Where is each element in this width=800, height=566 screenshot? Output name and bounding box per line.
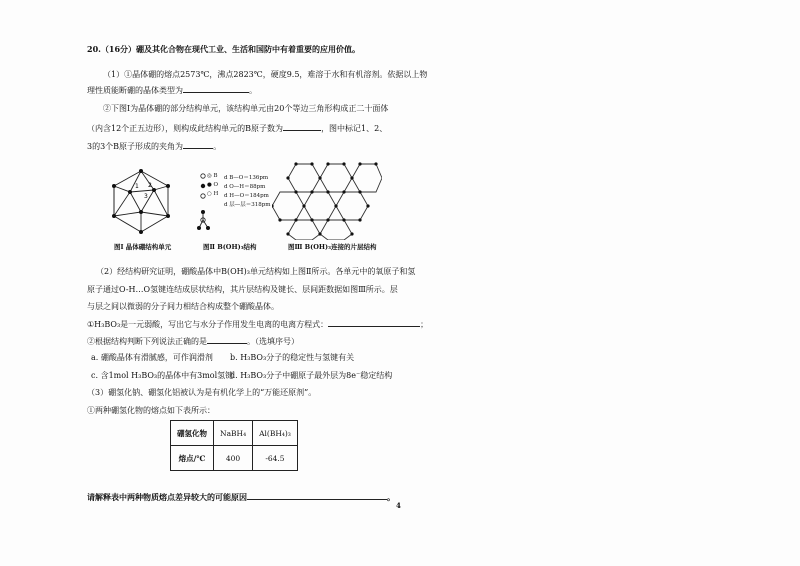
answer-blank-angle[interactable]: [183, 140, 213, 149]
figure-2-legend: [207, 172, 218, 199]
part3-line3: 与层之间以微弱的分子间力相结合构成整个硼酸晶体。: [87, 302, 279, 311]
legend-boron: ◎ B: [207, 173, 218, 179]
table-header-cell: Al(BH₄)₃: [253, 421, 298, 446]
part2-line3: 3的3个B原子形成的夹角为 。: [87, 142, 222, 151]
answer-blank-reason[interactable]: [247, 491, 387, 500]
question-h3bo3-ionization: ①H₃BO₃是一元弱酸，写出它与水分子作用发生电离的电离方程式： ；: [87, 320, 429, 329]
figure-boh3-layer-network: [272, 156, 382, 240]
part3-line2: 原子通过O-H…O氢键连结成层状结构，其片层结构及键长、层间距数据如图Ⅲ所示。层: [87, 285, 398, 294]
question-choose: ②根据结构判断下列说法正确的是 。（选填序号）: [87, 337, 299, 346]
table-header-cell: 硼氢化物: [171, 421, 214, 446]
caption-figure-2: 图Ⅱ B(OH)₃结构: [203, 243, 257, 251]
table-row: [171, 446, 298, 471]
part4-sub: ①两种硼氢化物的熔点如下表所示：: [87, 406, 215, 415]
table-cell: 熔点/℃: [171, 446, 214, 471]
icosa-label-2: 2: [148, 182, 152, 189]
option-b: b. H₃BO₃分子的稳定性与氢键有关: [230, 353, 355, 362]
melting-point-table: [170, 420, 298, 471]
option-c: c. 含1mol H₃BO₃的晶体中有3mol氢键: [91, 371, 234, 380]
part4-intro: （3）硼氢化钠、硼氢化铝被认为是有机化学上的“万能还原剂”。: [87, 388, 317, 397]
question-heading: 20.（16分）硼及其化合物在现代工业、生活和国防中有着重要的应用价值。: [87, 44, 361, 54]
answer-blank-crystal-type[interactable]: [183, 84, 249, 93]
final-question: 请解释表中两种物质熔点差异较大的可能原因 。: [87, 492, 395, 502]
part2-line2: （内含12个正五边形），则构成此结构单元的B原子数为 ，图中标记1、2、: [87, 124, 388, 133]
page-number: 4: [396, 501, 401, 510]
table-cell: 400: [214, 446, 253, 471]
bond-length-layer: d 层—层＝318pm: [224, 202, 271, 208]
caption-figure-1: 图Ⅰ 晶体硼结构单元: [114, 243, 172, 251]
caption-figure-3: 图Ⅲ B(OH)₃连接的片层结构: [288, 243, 377, 251]
part3-line1: （2）经结构研究证明，硼酸晶体中B(OH)₃单元结构如上图Ⅱ所示。各单元中的氧原子和氢: [96, 267, 416, 276]
part2-line1: ②下图Ⅰ为晶体硼的部分结构单元，该结构单元由20个等边三角形构成正二十面体: [103, 104, 389, 113]
bond-length-h-o: d H—O＝184pm: [224, 193, 269, 199]
bond-length-b-o: d B—O＝136pm: [224, 175, 269, 181]
part1-line1: （1）①晶体硼的熔点2573℃，沸点2823℃，硬度9.5，难溶于水和有机溶剂。依据以上物: [103, 70, 428, 79]
figure-boron-icosahedron: [108, 168, 174, 236]
legend-hydrogen: ○ H: [207, 191, 219, 197]
option-d: d. H₃BO₃分子中硼原子最外层为8e⁻稳定结构: [230, 371, 393, 380]
table-header-row: [171, 421, 298, 446]
icosa-label-1: 1: [135, 183, 139, 190]
table-header-cell: NaBH₄: [214, 421, 253, 446]
answer-blank-atom-count[interactable]: [283, 122, 321, 131]
part1-line2: 理性质能断硼的晶体类型为 。: [87, 86, 257, 95]
table-cell: -64.5: [253, 446, 298, 471]
option-a: a. 硼酸晶体有滑腻感，可作润滑剂: [91, 353, 213, 362]
answer-blank-ionization[interactable]: [328, 318, 420, 327]
answer-blank-choice[interactable]: [207, 335, 247, 344]
legend-oxygen: ● O: [207, 182, 219, 188]
icosa-label-3: 3: [144, 193, 148, 200]
figure-2-bond-lengths: [224, 174, 271, 210]
bond-length-o-h: d O—H＝88pm: [224, 184, 266, 190]
